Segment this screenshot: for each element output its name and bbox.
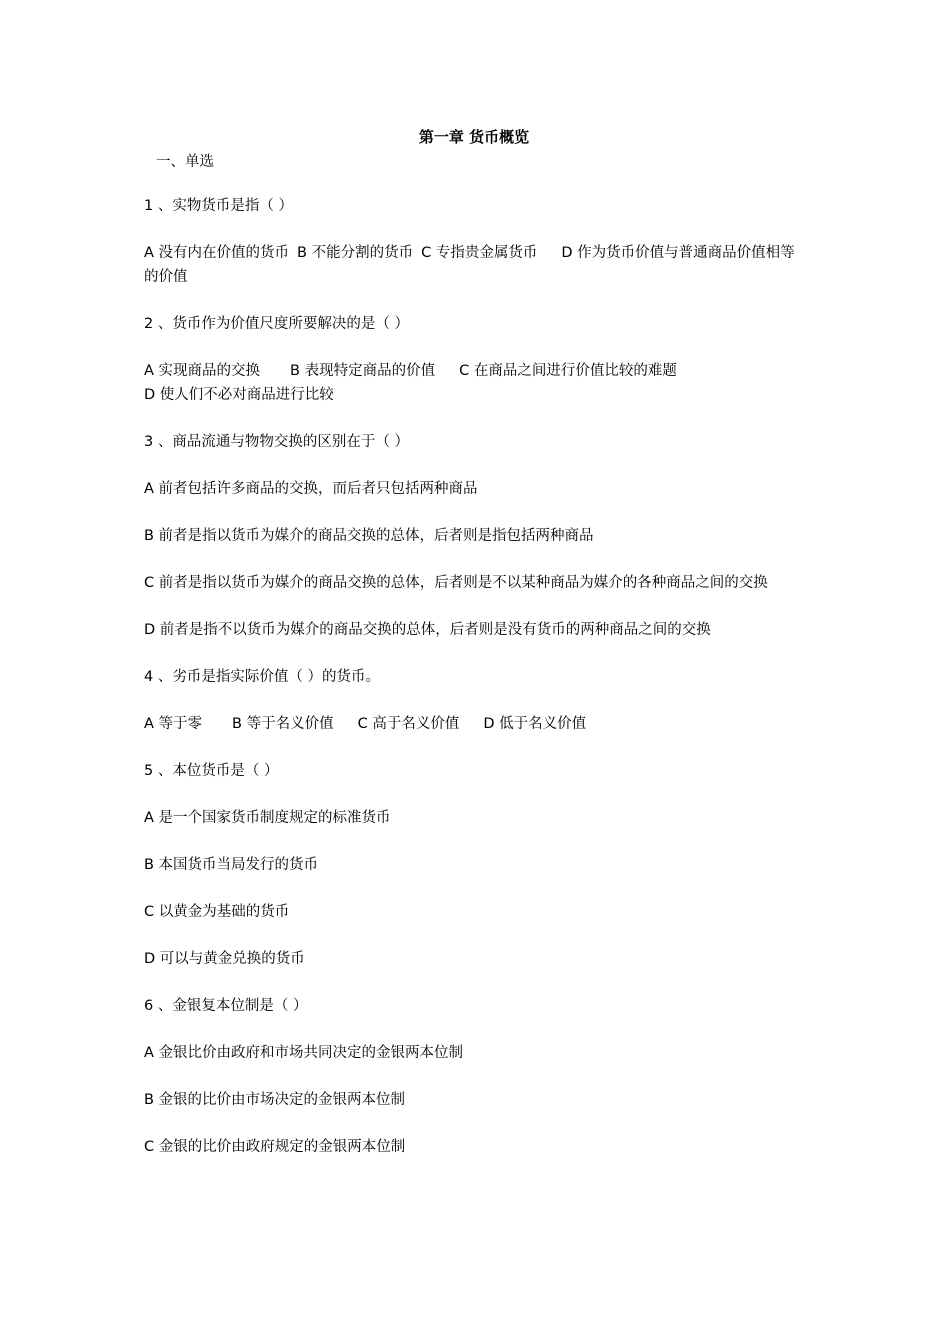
question-4-option-b: B 等于名义价值 [232,716,334,732]
question-5-option-c: C 以黄金为基础的货币 [144,904,290,920]
question-2-option-b: B 表现特定商品的价值 [290,363,436,379]
question-6-option-c: C 金银的比价由政府规定的金银两本位制 [144,1139,406,1155]
question-5-option-d: D 可以与黄金兑换的货币 [144,951,305,967]
question-6-stem: 6 、金银复本位制是（ ） [144,998,308,1014]
question-5-stem: 5 、本位货币是（ ） [144,763,279,779]
question-3-option-b: B 前者是指以货币为媒介的商品交换的总体，后者则是指包括两种商品 [144,528,594,544]
question-3-stem: 3 、商品流通与物物交换的区别在于（ ） [144,434,409,450]
question-4-option-c: C 高于名义价值 [357,716,460,732]
question-1-option-d: D 作为货币价值与普通商品价值相等的价值 [144,245,795,285]
chapter-title: 第一章 货币概览 [418,128,530,146]
question-3-option-c: C 前者是指以货币为媒介的商品交换的总体，后者则是不以某种商品为媒介的各种商品之间的交换 [144,575,768,591]
question-2-option-c: C 在商品之间进行价值比较的难题 [459,363,677,379]
question-6-option-b: B 金银的比价由市场决定的金银两本位制 [144,1092,406,1108]
question-5-option-b: B 本国货币当局发行的货币 [144,857,319,873]
document-body [144,127,804,1182]
question-2-option-a: A 实现商品的交换 [144,363,261,379]
question-4-options [144,712,804,736]
question-4-stem: 4 、劣币是指实际价值（ ）的货币。 [144,669,380,685]
question-2-stem: 2 、货币作为价值尺度所要解决的是（ ） [144,316,409,332]
question-2-option-d: D 使人们不必对商品进行比较 [144,387,334,403]
question-3-option-d: D 前者是指不以货币为媒介的商品交换的总体，后者则是没有货币的两种商品之间的交换 [144,622,711,638]
question-6-option-a: A 金银比价由政府和市场共同决定的金银两本位制 [144,1045,464,1061]
question-4-option-d: D 低于名义价值 [483,716,587,732]
section-heading: 一、单选 [156,154,214,170]
question-1-option-a: A 没有内在价值的货币 [144,245,290,261]
question-5-option-a: A 是一个国家货币制度规定的标准货币 [144,810,391,826]
question-1-stem: 1 、实物货币是指（ ） [144,198,293,214]
question-4-option-a: A 等于零 [144,716,203,732]
question-2-options [144,359,804,407]
question-1-options [144,241,804,289]
question-1-option-c: C 专指贵金属货币 [421,245,538,261]
question-1-option-b: B 不能分割的货币 [297,245,414,261]
question-3-option-a: A 前者包括许多商品的交换，而后者只包括两种商品 [144,481,478,497]
